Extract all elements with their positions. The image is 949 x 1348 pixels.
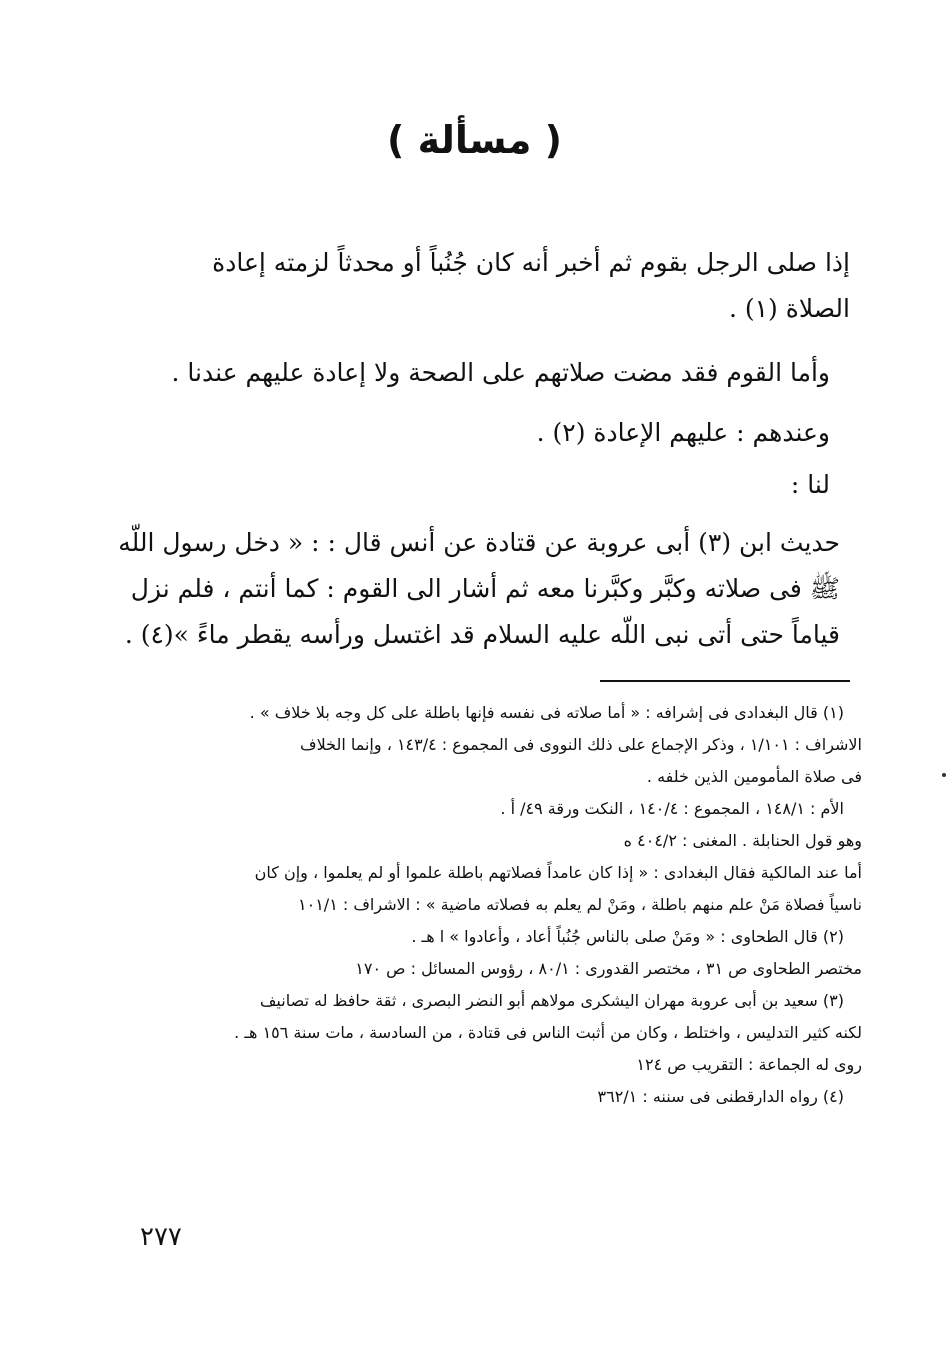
footnote-line: الاشراف : ١/١٠١ ، وذكر الإجماع على ذلك النووى فى المجموع : ١٤٣/٤ ، وإنما الخلاف (299, 735, 862, 754)
section-title: ( مسألة ) (387, 118, 562, 162)
footnote-line: (٤) رواه الدارقطنى فى سننه : ٣٦٢/١ (597, 1087, 844, 1106)
footnote-line: روى له الجماعة : التقريب ص ١٢٤ (636, 1055, 862, 1074)
paragraph-statement (140, 240, 850, 332)
text-line: حديث ابن (٣) أبى عروبة عن قتادة عن أنس قال : : « دخل رسول اللّه (118, 528, 840, 557)
footnote-line: (٣) سعيد بن أبى عروبة مهران اليشكرى مولاهم أبو النضر البصرى ، ثقة حافظ له تصانيف (259, 991, 844, 1010)
text-line: ﷺ فى صلاته وكبَّر وكبَّرنا معه ثم أشار الى القوم : كما أنتم ، فلم نزل (130, 574, 840, 603)
text-line: وعندهم : عليهم الإعادة (٢) . (536, 418, 830, 447)
text-line: لنا : (790, 470, 830, 499)
footnote-line: (١) قال البغدادى فى إشرافه : « أما صلاته فى نفسه فإنها باطلة على كل وجه بلا خلاف » . (249, 703, 844, 722)
footnotes (140, 697, 862, 1113)
footnote-line: فى صلاة المأمومين الذين خلفه . (646, 767, 862, 786)
footnote-line: أما عند المالكية فقال البغدادى : « إذا كان عامداً فصلاتهم باطلة علموا أو لم يعلموا ، وإن كان (254, 863, 862, 882)
paragraph-hadith (118, 520, 840, 658)
paragraph-our-view (140, 350, 830, 396)
text-line: إذا صلى الرجل بقوم ثم أخبر أنه كان جُنُباً أو محدثاً لزمته إعادة (212, 248, 850, 277)
footnote-line: وهو قول الحنابلة . المغنى : ٤٠٤/٢ ه (623, 831, 862, 850)
footnote-line: (٢) قال الطحاوى : « ومَنْ صلى بالناس جُنُباً أعاد ، وأعادوا » ا هـ . (411, 927, 844, 946)
footnote-line: ناسياً فصلاة مَنْ علم منهم باطلة ، ومَنْ لم يعلم به فصلاته ماضية » : الاشراف : ١٠١/١ (298, 895, 862, 914)
text-line: قياماً حتى أتى نبى اللّه عليه السلام قد اغتسل ورأسه يقطر ماءً »(٤) . (124, 620, 840, 649)
footnote-divider (600, 680, 850, 682)
paragraph-heading-evidence (140, 462, 830, 508)
footnote-line: مختصر الطحاوى ص ٣١ ، مختصر القدورى : ٨٠/١ ، رؤوس المسائل : ص ١٧٠ (355, 959, 862, 978)
paragraph-their-view (140, 410, 830, 456)
text-line: الصلاة (١) . (728, 294, 850, 323)
footnote-line: الأم : ١٤٨/١ ، المجموع : ١٤٠/٤ ، النكت ورقة ٤٩/ أ . (500, 799, 844, 818)
footnote-line: لكنه كثير التدليس ، واختلط ، وكان من أثبت الناس فى قتادة ، من السادسة ، مات سنة ١٥٦ هـ . (234, 1023, 862, 1042)
page-number: ٢٧٧ (140, 1222, 182, 1252)
scan-speck (942, 773, 946, 777)
text-line: وأما القوم فقد مضت صلاتهم على الصحة ولا إعادة عليهم عندنا . (171, 358, 830, 387)
